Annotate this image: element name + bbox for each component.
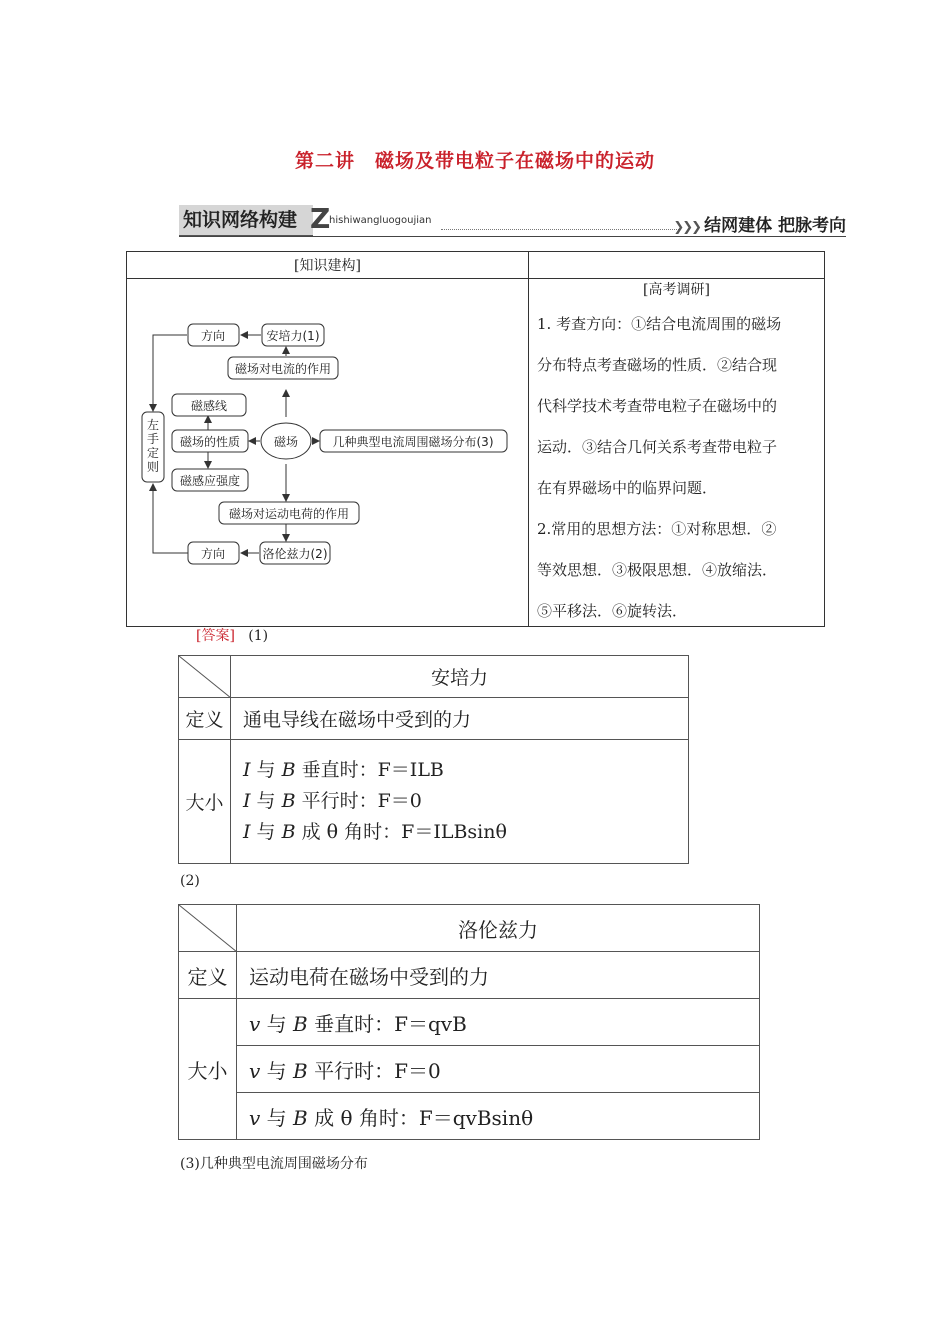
row-label: 大小 bbox=[179, 740, 231, 864]
diagram-node-properties: 磁场的性质 bbox=[179, 435, 241, 449]
formula-line: I 与 B 成 θ 角时：F＝ILBsinθ bbox=[243, 821, 507, 843]
diagram-node-field-lines: 磁感线 bbox=[190, 399, 228, 413]
diagonal-cell bbox=[179, 656, 231, 698]
row-label: 定义 bbox=[179, 952, 237, 999]
banner-left-label: 知识网络构建 bbox=[179, 205, 313, 237]
banner-underline bbox=[179, 236, 846, 237]
knowledge-header: [知识建构] bbox=[294, 258, 361, 274]
table-head: 洛伦兹力 bbox=[237, 905, 760, 952]
research-line: ⑤平移法．⑥旋转法． bbox=[537, 602, 688, 620]
research-text bbox=[537, 304, 817, 632]
diagram-node-field-current: 磁场对电流的作用 bbox=[234, 362, 332, 376]
ampere-table bbox=[178, 655, 689, 864]
formula-cell bbox=[231, 740, 689, 864]
diagonal-cell bbox=[179, 905, 237, 952]
diagram-node-ampere: 安培力(1) bbox=[266, 329, 320, 343]
lorentz-table bbox=[178, 904, 760, 1140]
row-label: 大小 bbox=[179, 999, 237, 1140]
banner-z-letter: Z bbox=[310, 202, 331, 235]
chevron-right-icon: ❯❯❯ bbox=[673, 220, 701, 235]
answer-label bbox=[196, 625, 268, 645]
knowledge-table bbox=[126, 251, 825, 627]
research-line: 代科学技术考查带电粒子在磁场中的 bbox=[537, 397, 778, 415]
definition-cell: 运动电荷在磁场中受到的力 bbox=[237, 952, 760, 999]
research-header: [高考调研] bbox=[643, 282, 710, 298]
concept-map bbox=[127, 279, 527, 625]
research-line: 运动．③结合几何关系考查带电粒子 bbox=[537, 438, 778, 456]
section-label: (3)几种典型电流周围磁场分布 bbox=[180, 1156, 368, 1172]
section-label: (2) bbox=[180, 873, 200, 889]
formula-cell: v 与 B 平行时：F＝0 bbox=[237, 1046, 760, 1093]
diagram-node-direction: 方向 bbox=[200, 329, 226, 343]
diagram-node-typical: 几种典型电流周围磁场分布(3) bbox=[332, 435, 494, 449]
research-line: 2.常用的思想方法：①对称思想．② bbox=[537, 520, 777, 538]
divider bbox=[528, 252, 529, 626]
diagram-node-intensity: 磁感应强度 bbox=[179, 474, 241, 488]
research-line: 在有界磁场中的临界问题． bbox=[537, 479, 718, 497]
formula-line: I 与 B 平行时：F＝0 bbox=[243, 790, 422, 812]
banner-pinyin: hishiwangluogoujian bbox=[329, 215, 432, 226]
research-line: 分布特点考查磁场的性质．②结合现 bbox=[537, 356, 778, 374]
banner-right-label bbox=[673, 211, 846, 236]
definition-cell: 通电导线在磁场中受到的力 bbox=[231, 698, 689, 740]
formula-cell: v 与 B 垂直时：F＝qvB bbox=[237, 999, 760, 1046]
answer-num: (1) bbox=[248, 628, 269, 644]
diagram-node-direction: 方向 bbox=[200, 547, 226, 561]
formula-cell: v 与 B 成 θ 角时：F＝qvBsinθ bbox=[237, 1093, 760, 1140]
diagram-node-lorentz: 洛伦兹力(2) bbox=[262, 547, 328, 561]
page-title: 第二讲 磁场及带电粒子在磁场中的运动 bbox=[294, 150, 655, 172]
research-line: 1. 考查方向：①结合电流周围的磁场 bbox=[537, 315, 782, 333]
formula-line: I 与 B 垂直时：F＝ILB bbox=[243, 759, 444, 781]
diagonal-line bbox=[179, 656, 231, 698]
banner-right-text: 结网建体 把脉考向 bbox=[704, 216, 846, 236]
diagonal-line bbox=[179, 905, 237, 952]
section-banner bbox=[179, 203, 846, 237]
diagram-node-left-hand-rule: 左手定则 bbox=[146, 418, 160, 474]
banner-dotted-line bbox=[441, 229, 679, 230]
table-head: 安培力 bbox=[231, 656, 689, 698]
diagram-node-center: 磁场 bbox=[273, 435, 299, 449]
research-line: 等效思想．③极限思想．④放缩法． bbox=[537, 561, 778, 579]
answer-tag: [答案] bbox=[196, 628, 235, 644]
row-label: 定义 bbox=[179, 698, 231, 740]
diagram-node-field-charge: 磁场对运动电荷的作用 bbox=[228, 507, 350, 521]
